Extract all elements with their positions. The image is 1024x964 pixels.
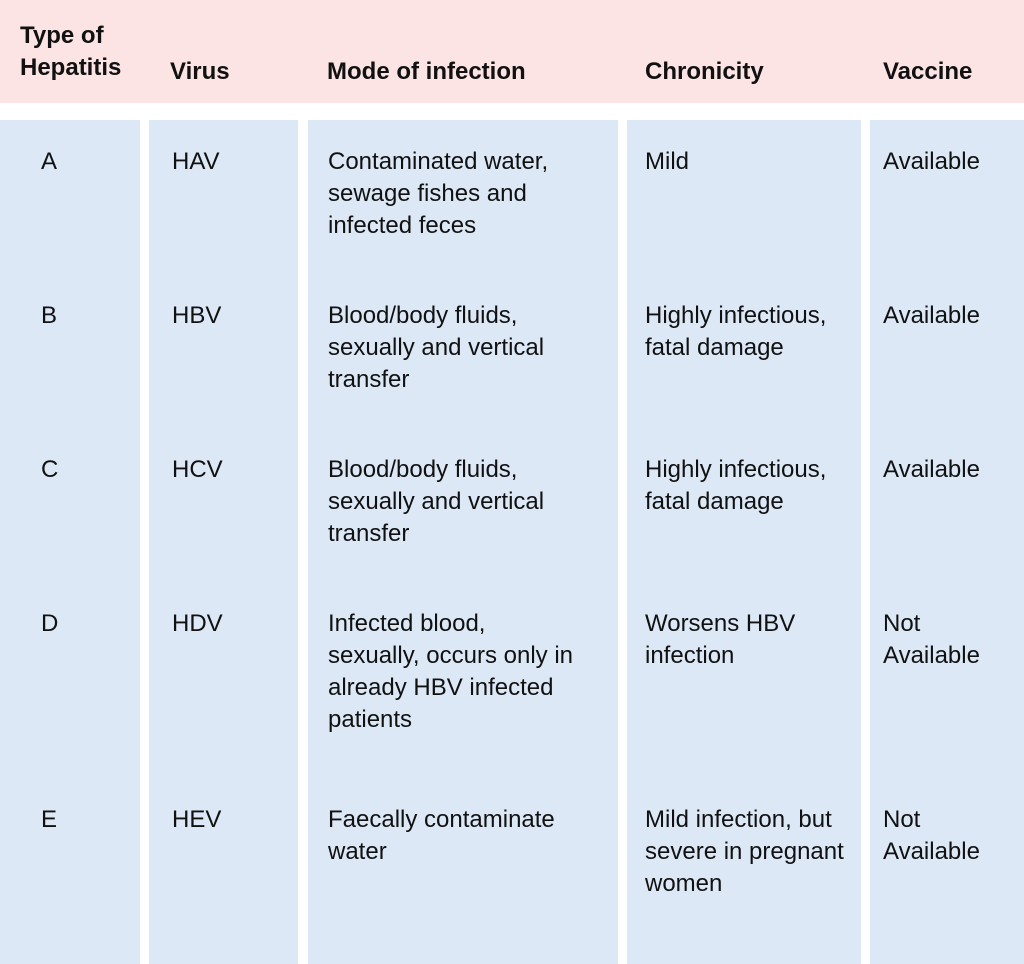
header-mode: Mode of infection (327, 58, 526, 85)
column-type (0, 120, 140, 964)
cell-chronicity: Highly infectious, fatal damage (645, 456, 827, 515)
header-vaccine: Vaccine (883, 58, 973, 85)
cell-vaccine: Available (883, 302, 980, 329)
cell-chronicity: Highly infectious, fatal damage (645, 302, 827, 361)
cell-type: A (41, 148, 58, 175)
cell-virus: HAV (172, 148, 220, 175)
cell-type: B (41, 302, 58, 329)
cell-mode: Blood/body fluids, sexually and vertical transfer (328, 302, 545, 393)
cell-virus: HEV (172, 806, 222, 833)
cell-mode: Blood/body fluids, sexually and vertical transfer (328, 456, 545, 547)
cell-vaccine: Not Available (883, 806, 980, 865)
cell-mode: Infected blood, sexually, occurs only in already HBV infected patients (328, 610, 573, 733)
cell-vaccine: Available (883, 148, 980, 175)
cell-vaccine: Available (883, 456, 980, 483)
header-type: Type of Hepatitis (20, 22, 122, 81)
cell-chronicity: Worsens HBV infection (645, 610, 796, 669)
cell-type: D (41, 610, 59, 637)
cell-virus: HCV (172, 456, 223, 483)
cell-virus: HBV (172, 302, 222, 329)
header-chronicity: Chronicity (645, 58, 764, 85)
cell-mode: Faecally contaminate water (328, 806, 555, 865)
cell-vaccine: Not Available (883, 610, 980, 669)
column-virus (149, 120, 298, 964)
cell-chronicity: Mild (645, 148, 690, 175)
header-virus: Virus (170, 58, 230, 85)
cell-virus: HDV (172, 610, 223, 637)
cell-mode: Contaminated water, sewage fishes and infected feces (328, 148, 549, 239)
cell-type: E (41, 806, 58, 833)
table-header (0, 0, 1024, 103)
cell-chronicity: Mild infection, but severe in pregnant women (645, 806, 844, 897)
cell-type: C (41, 456, 59, 483)
